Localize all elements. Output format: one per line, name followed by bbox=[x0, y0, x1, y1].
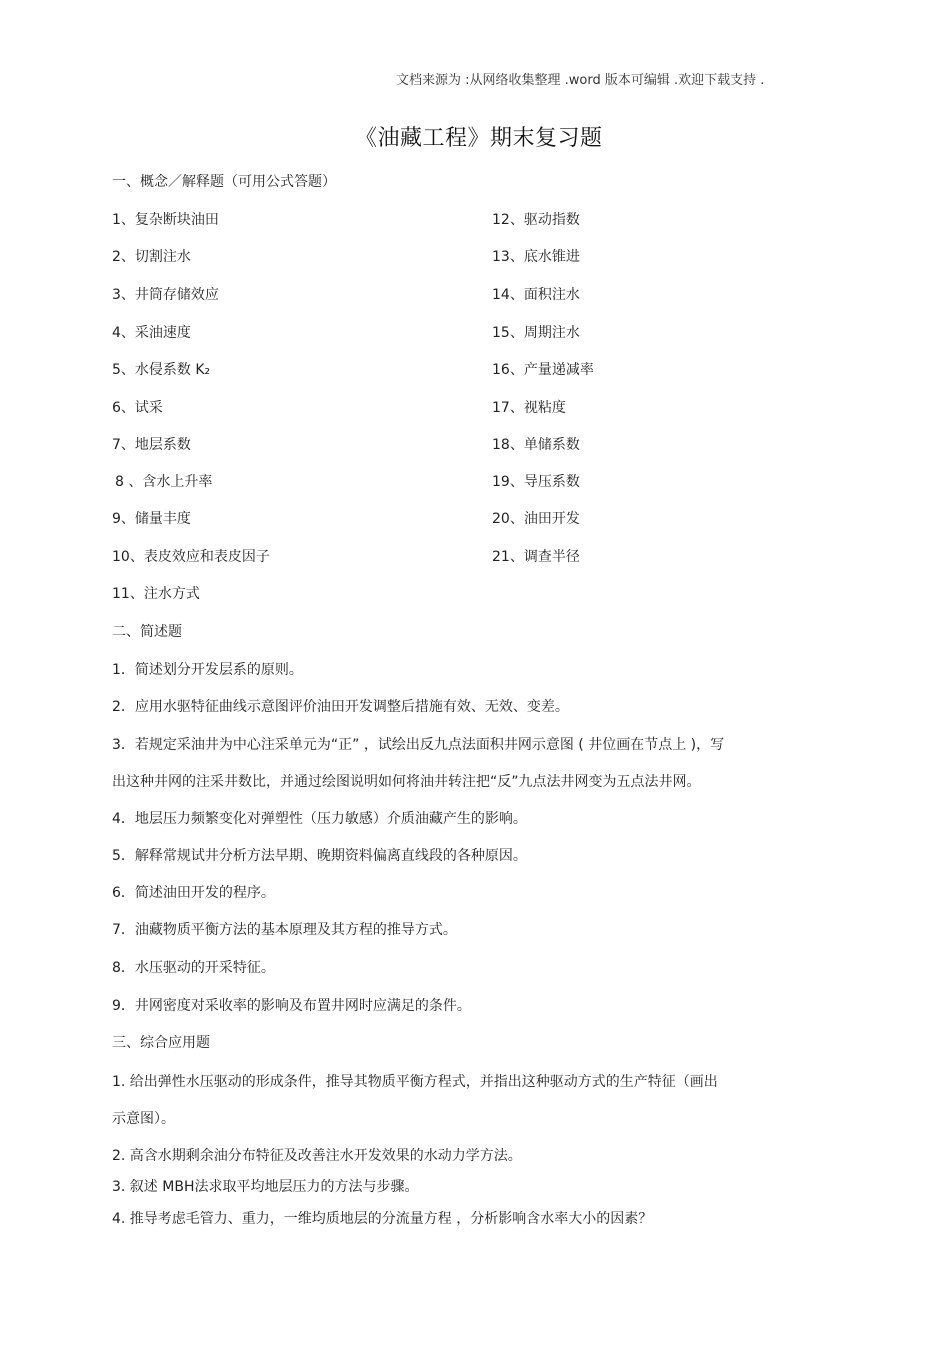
question-item: 5．解释常规试井分析方法早期、晚期资料偏离直线段的各种原因。 bbox=[112, 848, 527, 864]
list-item: 2、切割注水 bbox=[112, 249, 191, 265]
list-item: 8 、含水上升率 bbox=[115, 474, 213, 490]
list-item: 13、底水锥进 bbox=[492, 249, 580, 265]
question-item: 6．简述油田开发的程序。 bbox=[112, 885, 275, 901]
question-item: 1．简述划分开发层系的原则。 bbox=[112, 662, 303, 678]
list-item: 12、驱动指数 bbox=[492, 212, 580, 228]
document-title: 《油藏工程》期末复习题 bbox=[355, 126, 603, 151]
question-item-continued: 出这种井网的注采井数比，并通过绘图说明如何将油井转注把“反”九点法井网变为五点法井网。 bbox=[112, 774, 701, 790]
list-item: 16、产量递减率 bbox=[492, 362, 594, 378]
question-item: 2. 高含水期剩余油分布特征及改善注水开发效果的水动力学方法。 bbox=[112, 1148, 522, 1164]
list-item: 14、面积注水 bbox=[492, 287, 580, 303]
list-item: 19、导压系数 bbox=[492, 474, 580, 490]
question-item-continued: 示意图）。 bbox=[112, 1111, 175, 1127]
question-item: 2．应用水驱特征曲线示意图评价油田开发调整后措施有效、无效、变差。 bbox=[112, 699, 569, 715]
question-item: 7．油藏物质平衡方法的基本原理及其方程的推导方式。 bbox=[112, 922, 457, 938]
question-item: 4. 推导考虑毛管力、重力，一维均质地层的分流量方程 ，分析影响含水率大小的因素？ bbox=[112, 1211, 653, 1227]
question-item: 9．井网密度对采收率的影响及布置井网时应满足的条件。 bbox=[112, 998, 471, 1014]
list-item: 9、储量丰度 bbox=[112, 511, 191, 527]
page-header: 文档来源为 :从网络收集整理 .word 版本可编辑 .欢迎下载支持 . bbox=[396, 73, 765, 88]
question-item: 4．地层压力频繁变化对弹塑性（压力敏感）介质油藏产生的影响。 bbox=[112, 811, 527, 827]
question-item: 3. 叙述 MBH法求取平均地层压力的方法与步骤。 bbox=[112, 1179, 419, 1195]
list-item: 5、水侵系数 K₂ bbox=[112, 362, 211, 378]
section-heading-concepts: 一、概念／解释题（可用公式答题） bbox=[112, 174, 336, 190]
list-item: 4、采油速度 bbox=[112, 325, 191, 341]
section-heading-applications: 三、综合应用题 bbox=[112, 1035, 210, 1051]
list-item: 15、周期注水 bbox=[492, 325, 580, 341]
list-item: 6、试采 bbox=[112, 400, 163, 416]
question-item: 3．若规定采油井为中心注采单元为“正” ，试绘出反九点法面积井网示意图 ( 井位画在节点上 )，写 bbox=[112, 737, 725, 753]
list-item: 17、视粘度 bbox=[492, 400, 566, 416]
section-heading-short-answer: 二、简述题 bbox=[112, 624, 182, 640]
list-item: 7、地层系数 bbox=[112, 437, 191, 453]
question-item: 1. 给出弹性水压驱动的形成条件，推导其物质平衡方程式，并指出这种驱动方式的生产特征（画出 bbox=[112, 1074, 718, 1090]
list-item: 3、井筒存储效应 bbox=[112, 287, 219, 303]
list-item: 21、调查半径 bbox=[492, 549, 580, 565]
list-item: 18、单储系数 bbox=[492, 437, 580, 453]
list-item: 20、油田开发 bbox=[492, 511, 580, 527]
list-item: 11、注水方式 bbox=[112, 586, 200, 602]
question-item: 8．水压驱动的开采特征。 bbox=[112, 960, 275, 976]
list-item: 1、复杂断块油田 bbox=[112, 212, 219, 228]
list-item: 10、表皮效应和表皮因子 bbox=[112, 549, 270, 565]
